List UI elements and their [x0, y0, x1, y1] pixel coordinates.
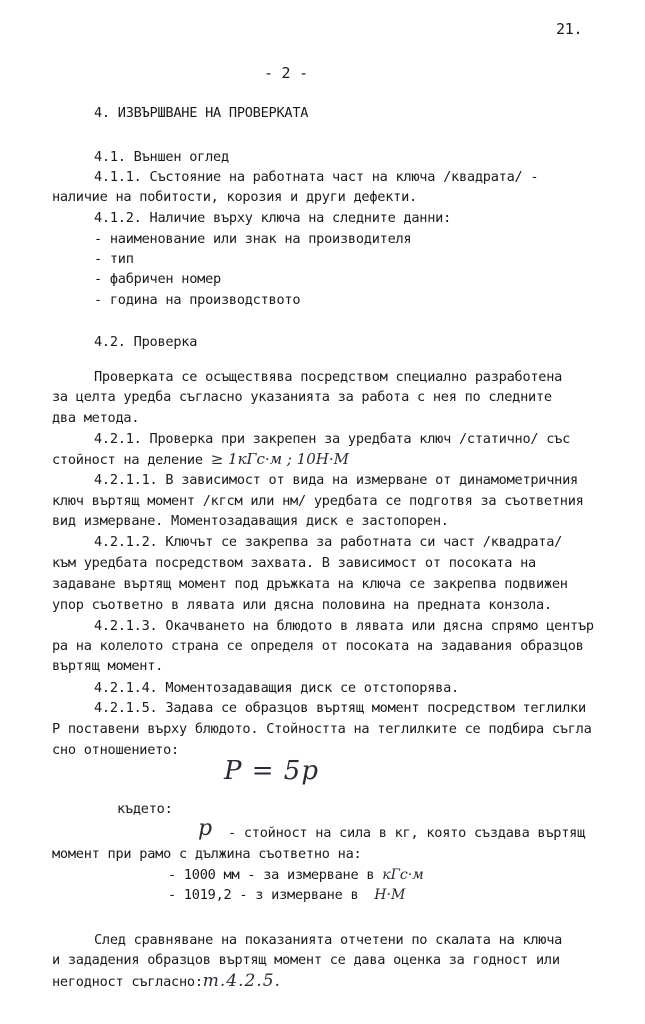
paragraph-line: задаване въртящ момент под дръжката на ключа се закрепва подвижен	[52, 576, 568, 592]
paragraph-line: сно отношението:	[52, 742, 179, 758]
list-item: - наименование или знак на производителя	[94, 231, 412, 247]
item-4-1-1-cont: наличие на побитости, корозия и други дефекти.	[52, 189, 417, 205]
paragraph-line: за целта уредба съгласно указанията за работа с нея по следните	[52, 389, 552, 405]
paragraph-line: 4.2.1.5. Задава се образцов въртящ момент посредством теглилки	[94, 700, 586, 716]
list-item: - тип	[94, 251, 134, 267]
handwritten-reference: т.4.2.5.	[202, 971, 281, 991]
handwritten-unit-kgsm: кГс·м	[382, 867, 424, 883]
page-number: 21.	[556, 20, 583, 38]
paragraph-line: към уредбата посредством захвата. В зависимост от посоката на	[52, 555, 536, 571]
paragraph-line: 4.2.1.2. Ключът се закрепва за работната си част /квадрата/	[94, 534, 563, 550]
section-title: 4. ИЗВЪРШВАНЕ НА ПРОВЕРКАТА	[94, 105, 309, 121]
where-label: където:	[117, 801, 173, 817]
paragraph-line: и зададения образцов въртящ момент се дава оценка за годност или	[52, 952, 560, 968]
item-4-2-1-cont	[52, 450, 349, 469]
heading-4-2: 4.2. Проверка	[94, 334, 198, 350]
item-4-2-1-4: 4.2.1.4. Моментозадаващия диск се отстопорява.	[94, 680, 459, 696]
paragraph-line: ключ въртящ момент /кгсм или нм/ уредбата се подготвя за съответния	[52, 493, 584, 509]
list-item: - година на производството	[94, 292, 301, 308]
paragraph-line: След сравняване на показанията отчетени по скалата на ключа	[94, 932, 563, 948]
paragraph-line: ра на колелото страна се определя от посоката на задавания образцов	[52, 638, 584, 654]
page-marker: - 2 -	[264, 64, 308, 82]
list-item: - фабричен номер	[94, 271, 221, 287]
handwritten-division-value: ≥ 1кГс·м ; 10Н·М	[210, 450, 349, 468]
paragraph-line: Проверката се осъществява посредством специално разработена	[94, 369, 563, 385]
paragraph-line: 4.2.1.1. В зависимост от вида на измерване от динамометричния	[94, 472, 578, 488]
option-1-text: - 1000 мм - за измерване в	[168, 867, 375, 883]
paragraph-line: 4.2.1.3. Окачването на блюдото в лявата или дясна спрямо център	[94, 618, 594, 634]
paragraph-line: упор съответно в лявата или дясна половина на предната конзола.	[52, 597, 552, 613]
item-4-1-2: 4.1.2. Наличие върху ключа на следните данни:	[94, 210, 452, 226]
paragraph-line: два метода.	[52, 410, 140, 426]
item-4-2-1: 4.2.1. Проверка при закрепен за уредбата ключ /статично/ със	[94, 431, 571, 447]
handwritten-p-symbol: p	[198, 816, 212, 841]
final-line	[52, 972, 281, 991]
handwritten-unit-nm: Н·М	[374, 887, 406, 903]
heading-4-1: 4.1. Външен оглед	[94, 149, 229, 165]
handwritten-formula: P = 5p	[224, 756, 319, 786]
paragraph-line: Р поставени върху блюдото. Стойността на теглилките се подбира съгла	[52, 721, 592, 737]
final-text: негодност съгласно:	[52, 974, 203, 990]
paragraph-line: въртящ момент.	[52, 658, 164, 674]
p-definition-cont: момент при рамо с дължина съответно на:	[52, 846, 362, 862]
option-2	[168, 886, 405, 904]
option-1	[168, 866, 424, 884]
paragraph-line: вид измерване. Моментозадаващия диск е застопорен.	[52, 513, 449, 529]
option-2-text: - 1019,2 - з измерване в	[168, 887, 359, 903]
p-definition: - стойност на сила в кг, която създава въртящ	[228, 825, 586, 841]
item-4-1-1: 4.1.1. Състояние на работната част на ключа /квадрата/ -	[94, 169, 539, 185]
item-4-2-1-text: стойност на деление	[52, 452, 203, 468]
